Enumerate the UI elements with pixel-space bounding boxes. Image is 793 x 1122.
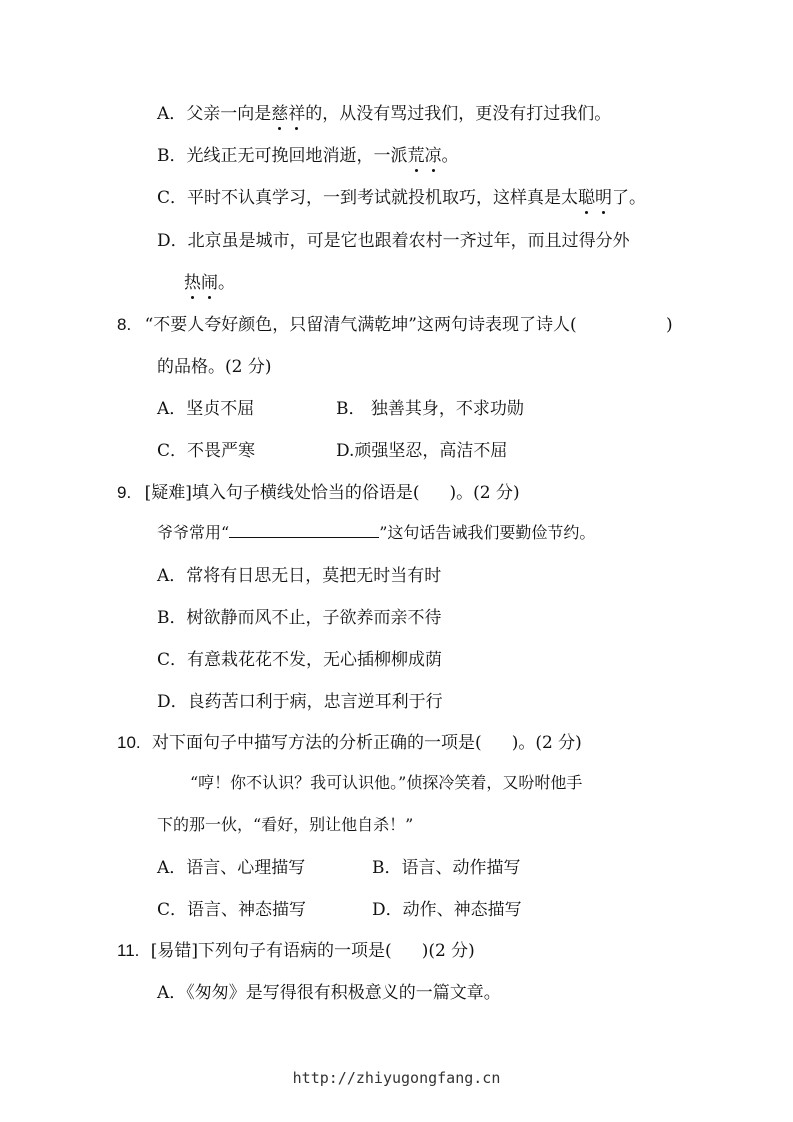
question-number: 9. [117, 483, 132, 502]
q9-option-b [157, 607, 442, 629]
option-text: D．动作、神态描写 [372, 900, 522, 920]
emphasis-char: 慈 [271, 104, 289, 124]
q8-option-d [336, 440, 507, 462]
fill-in-blank[interactable] [229, 523, 379, 538]
paren: ) [666, 315, 673, 335]
q9-option-a [157, 565, 441, 587]
option-text: 。 [218, 273, 235, 293]
q9-option-d [157, 691, 443, 713]
option-text: 了。 [612, 188, 647, 208]
option-text: C．有意栽花花不发，无心插柳柳成荫 [157, 650, 443, 670]
q9-sentence [157, 522, 595, 544]
q7-option-d-cont [184, 272, 235, 294]
q8-option-c [157, 440, 255, 462]
q10-option-c [157, 899, 306, 921]
q10-option-d [372, 899, 522, 921]
option-text: A．坚贞不屈 [157, 399, 255, 419]
option-text: 父亲一向是 [186, 104, 272, 124]
question-number: 8. [117, 315, 132, 334]
option-text: 平时不认真学习，一到考试就投机取巧，这样真是太 [187, 188, 579, 208]
question-text: )。(2 分) [511, 733, 582, 753]
sentence-text: ”这句话告诫我们要勤俭节约。 [379, 523, 596, 542]
emphasis-char: 热 [184, 273, 201, 293]
emphasis-char: 闹 [201, 273, 218, 293]
option-text: B． 独善其身，不求功勋 [336, 399, 524, 419]
option-text: A．语言、心理描写 [157, 858, 306, 878]
question-text: )。(2 分) [449, 483, 520, 503]
option-text: B．树欲静而风不止，子欲养而亲不待 [157, 608, 442, 628]
q10-quote-line2 [157, 814, 413, 836]
q10-option-b [372, 857, 521, 879]
option-text: 北京虽是城市，可是它也跟着农村一齐过年，而且过得分外 [187, 231, 630, 251]
q9-stem [117, 482, 520, 504]
option-text: A．常将有日思无日，莫把无时当有时 [157, 566, 442, 586]
option-text: 光线正无可挽回地消逝，一派 [186, 146, 408, 166]
question-text: “不要人夸好颜色，只留清气满乾坤”这两句诗表现了诗人( [144, 315, 577, 335]
option-label: C． [157, 188, 188, 208]
option-text: C．不畏严寒 [157, 441, 256, 461]
emphasis-char: 聪 [578, 188, 596, 208]
q11-stem [117, 940, 475, 962]
option-text: 的，从没有骂过我们，更没有打过我们。 [305, 104, 612, 124]
footer-url[interactable]: http://zhiyugongfang.cn [292, 1069, 501, 1087]
quote-text: “哼！你不认识？我可认识他。”侦探冷笑着，又吩咐他手 [190, 773, 583, 792]
question-number: 11. [117, 941, 140, 960]
option-text: A．《匆匆》是写得很有积极意义的一篇文章。 [157, 983, 501, 1003]
q8-answer-paren-close [666, 314, 673, 336]
q10-option-a [157, 857, 305, 879]
emphasis-char: 荒 [407, 146, 425, 166]
q9-option-c [157, 649, 442, 671]
q7-option-c [157, 187, 646, 209]
question-text: 的品格。(2 分) [157, 357, 272, 377]
q8-stem-cont [157, 356, 271, 378]
emphasis-char: 凉 [424, 146, 442, 166]
emphasis-char: 明 [595, 188, 613, 208]
quote-text: 下的那一伙，“看好，别让他自杀！” [157, 815, 414, 834]
option-label: D． [157, 231, 188, 251]
q7-option-b [157, 145, 459, 167]
option-text: D.顽强坚忍，高洁不屈 [336, 441, 508, 461]
question-text: 对下面句子中描写方法的分析正确的一项是( [152, 733, 482, 753]
q7-option-a [157, 103, 611, 125]
q8-option-a [157, 398, 254, 420]
option-text: C．语言、神态描写 [157, 900, 307, 920]
question-text: [疑难]填入句子横线处恰当的俗语是( [144, 483, 420, 503]
q7-option-d [157, 230, 630, 252]
option-text: 。 [441, 146, 459, 166]
q11-option-a [157, 982, 501, 1004]
sentence-text: 爷爷常用“ [157, 523, 230, 542]
q10-stem [117, 732, 582, 754]
question-number: 10. [117, 733, 141, 752]
option-text: B．语言、动作描写 [372, 858, 521, 878]
q8-option-b [336, 398, 524, 420]
question-text: [易错]下列句子有语病的一项是( [150, 941, 392, 961]
option-text: D．良药苦口利于病，忠言逆耳利于行 [157, 692, 443, 712]
option-label: A． [157, 104, 187, 124]
question-text: )(2 分) [421, 941, 475, 961]
option-label: B． [157, 146, 187, 166]
q10-quote-line1 [190, 772, 582, 794]
emphasis-char: 祥 [288, 104, 306, 124]
q8-stem [117, 314, 577, 336]
